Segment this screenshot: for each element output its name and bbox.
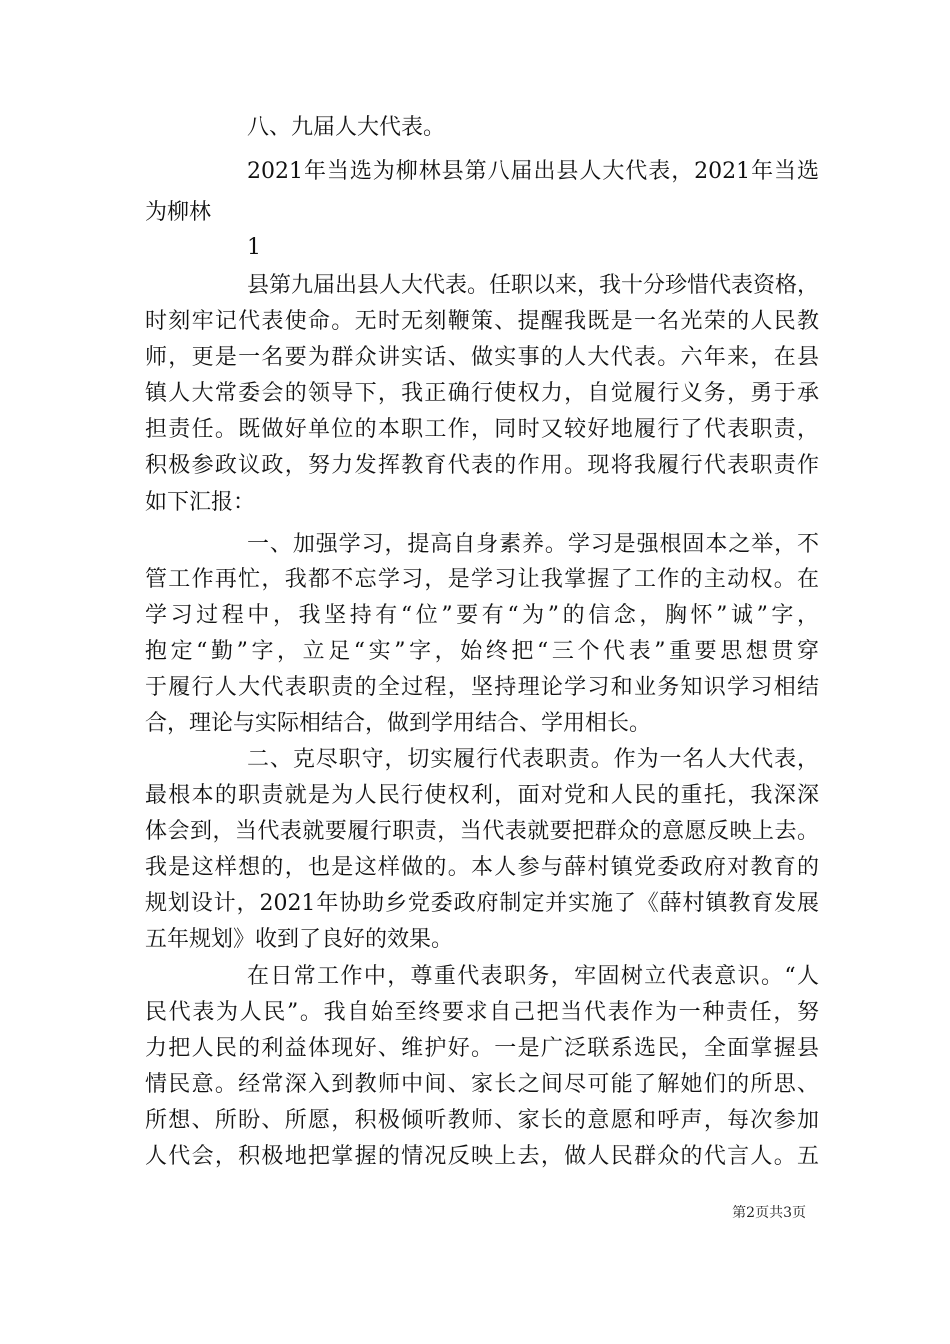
text-line: 民代表为人民”。我自始至终要求自己把当代表作为一种责任，努: [145, 1000, 819, 1025]
text-line: 县第九届出县人大代表。任职以来，我十分珍惜代表资格，: [247, 273, 820, 298]
text-line: 2021年当选为柳林县第八届出县人大代表，2021年当选: [247, 159, 819, 184]
text-line: 体会到，当代表就要履行职责，当代表就要把群众的意愿反映上去。: [145, 819, 819, 844]
text-line: 时刻牢记代表使命。无时无刻鞭策、提醒我既是一名光荣的人民教: [145, 309, 819, 334]
text-line: 为柳林: [145, 200, 212, 225]
text-line: 管工作再忙，我都不忘学习，是学习让我掌握了工作的主动权。在: [145, 567, 819, 592]
text-line: 1: [247, 235, 261, 260]
text-line: 所想、所盼、所愿，积极倾听教师、家长的意愿和呼声，每次参加: [145, 1108, 819, 1133]
text-line: 在日常工作中，尊重代表职务，牢固树立代表意识。“人: [247, 964, 819, 989]
page-number-footer: 第2页共3页: [732, 1205, 806, 1221]
text-line: 五年规划》收到了良好的效果。: [145, 927, 454, 952]
text-line: 于履行人大代表职责的全过程，坚持理论学习和业务知识学习相结: [145, 675, 819, 700]
text-line: 情民意。经常深入到教师中间、家长之间尽可能了解她们的所思、: [145, 1072, 819, 1097]
text-line: 最根本的职责就是为人民行使权利，面对党和人民的重托，我深深: [145, 783, 819, 808]
text-line: 如下汇报：: [145, 490, 256, 515]
section-heading-line: 一、加强学习，提高自身素养。学习是强根固本之举，不: [247, 532, 819, 557]
text-line: 师，更是一名要为群众讲实话、做实事的人大代表。六年来，在县: [145, 345, 819, 370]
text-line: 抱定“勤”字，立足“实”字，始终把“三个代表”重要思想贯穿: [145, 639, 819, 664]
text-line: 人代会，积极地把掌握的情况反映上去，做人民群众的代言人。五: [145, 1144, 819, 1169]
section-heading-line: 二、克尽职守，切实履行代表职责。作为一名人大代表，: [247, 747, 819, 772]
text-line: 我是这样想的，也是这样做的。本人参与薛村镇党委政府对教育的: [145, 855, 819, 880]
text-line: 合，理论与实际相结合，做到学用结合、学用相长。: [145, 711, 652, 736]
text-line: 积极参政议政，努力发挥教育代表的作用。现将我履行代表职责作: [145, 453, 819, 478]
text-line: 规划设计，2021年协助乡党委政府制定并实施了《薛村镇教育发展: [145, 891, 819, 916]
text-line: 镇人大常委会的领导下，我正确行使权力，自觉履行义务，勇于承: [145, 381, 819, 406]
text-line: 学习过程中，我坚持有“位”要有“为”的信念，胸怀”诚”字，: [145, 603, 819, 628]
text-line: 力把人民的利益体现好、维护好。一是广泛联系选民，全面掌握县: [145, 1036, 819, 1061]
text-line: 八、九届人大代表。: [247, 115, 446, 140]
text-line: 担责任。既做好单位的本职工作，同时又较好地履行了代表职责，: [145, 417, 819, 442]
